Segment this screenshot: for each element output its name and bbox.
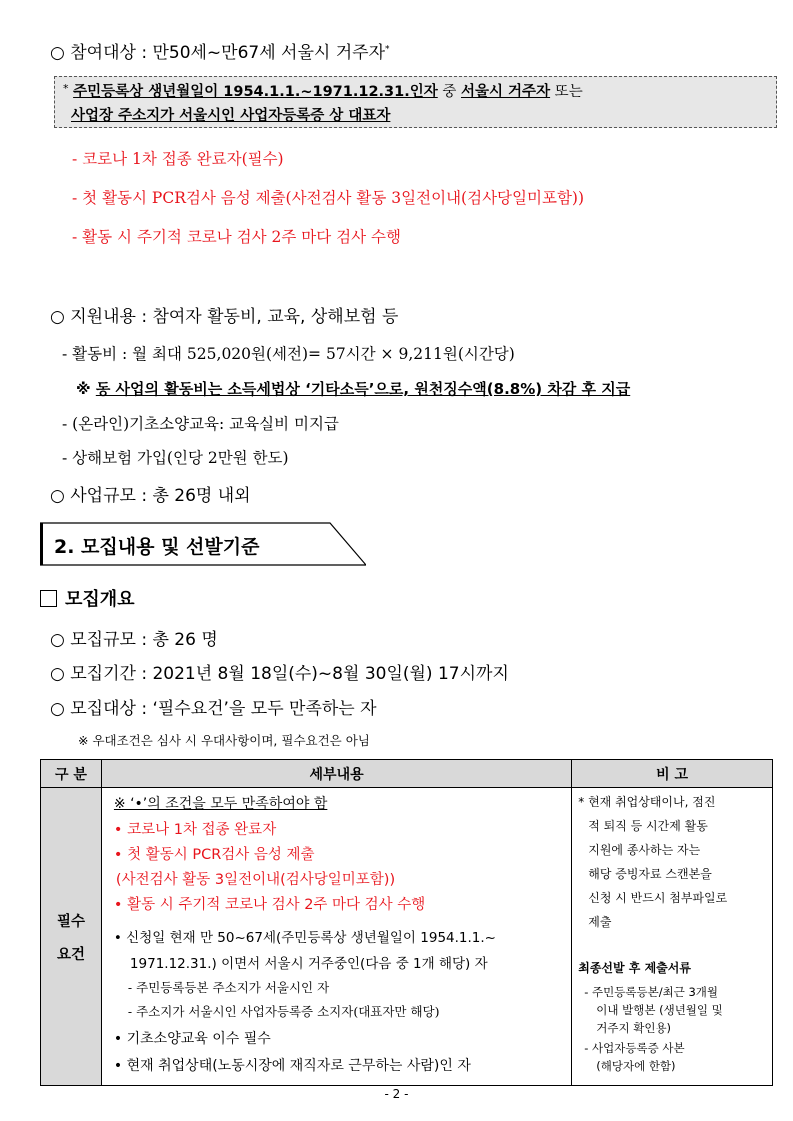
overview-period: ○ 모집기간 : 2021년 8월 18일(수)~8월 30일(월) 17시까지: [50, 664, 509, 684]
doc-line: 거주지 확인용): [596, 1021, 672, 1035]
table-header-category: 구 분: [41, 760, 102, 788]
project-scale: ○ 사업규모 : 총 26명 내외: [50, 486, 251, 506]
support-tax-note: ※ 동 사업의 활동비는 소득세법상 ‘기타소득’으로, 원천징수액(8.8%) 차감 후 지급: [76, 380, 631, 398]
support-insurance: - 상해보험 가입(인당 2만원 한도): [62, 449, 289, 467]
docs-title: 최종선발 후 제출서류: [578, 961, 691, 975]
req-age-line2: 1971.12.31.) 이면서 서울시 거주중인(다음 중 1개 해당) 자: [129, 956, 488, 972]
support-pay: - 활동비 : 월 최대 525,020원(세전)= 57시간 × 9,211원(시간당): [62, 345, 515, 363]
req-employment: • 현재 취업상태(노동시장에 재직자로 근무하는 사람)인 자: [113, 1058, 471, 1074]
req-sub-resident: - 주민등록등본 주소지가 서울시인 자: [127, 980, 330, 995]
overview-scale: ○ 모집규모 : 총 26 명: [50, 630, 218, 650]
target-note-box: [54, 76, 777, 128]
support-label: ○ 지원내용 : 참여자 활동비, 교육, 상해보험 등: [50, 307, 399, 327]
remark-line: 해당 증빙자료 스캔본을: [588, 867, 712, 881]
page-number: - 2 -: [384, 1087, 409, 1101]
target-note-line2: 사업장 주소지가 서울시인 사업자등록증 상 대표자: [71, 108, 391, 124]
condition-periodic-test: - 활동 시 주기적 코로나 검사 2주 마다 검사 수행: [72, 228, 401, 246]
remark-line: 지원에 종사하는 자는: [588, 843, 701, 857]
overview-note: ※ 우대조건은 심사 시 우대사항이며, 필수요건은 아님: [78, 733, 370, 748]
req-age-line1: • 신청일 현재 만 50~67세(주민등록상 생년월일이 1954.1.1.~: [113, 930, 496, 946]
remark-line: 신청 시 반드시 첨부파일로: [588, 891, 728, 905]
req-sub-business: - 주소지가 서울시인 사업자등록증 소지자(대표자만 해당): [127, 1004, 440, 1019]
req-periodic: • 활동 시 주기적 코로나 검사 2주 마다 검사 수행: [113, 897, 426, 913]
overview-title: 모집개요: [40, 585, 135, 611]
condition-pcr: - 첫 활동시 PCR검사 음성 제출(사전검사 활동 3일전이내(검사당일미포함)): [72, 189, 585, 207]
doc-line: (해당자에 한함): [596, 1059, 676, 1073]
table-header-details: 세부내용: [101, 760, 571, 788]
req-pcr-detail: (사전검사 활동 3일전이내(검사당일미포함)): [115, 872, 396, 888]
remark-line: * 현재 취업상태이나, 점진: [578, 795, 716, 809]
condition-vaccine: - 코로나 1차 접종 완료자(필수): [72, 150, 284, 168]
remarks-cell: [572, 788, 773, 1086]
cond-head: ※ ‘•’의 조건을 모두 만족하여야 함: [113, 796, 328, 812]
doc-line: - 사업자등록증 사본: [584, 1041, 685, 1055]
row-label-required: 필수 요건: [41, 788, 102, 1086]
table-header-remarks: 비 고: [572, 760, 773, 788]
req-pcr: • 첫 활동시 PCR검사 음성 제출: [113, 847, 315, 863]
support-edu: - (온라인)기초소양교육: 교육실비 미지급: [62, 415, 339, 433]
target-label: ○ 참여대상 : 만50세~만67세 서울시 거주자*: [50, 43, 390, 63]
checkbox-icon: [40, 590, 57, 607]
section-title: 2. 모집내용 및 선발기준: [54, 536, 260, 558]
req-vaccine: • 코로나 1차 접종 완료자: [113, 822, 277, 838]
doc-line: 이내 발행본 (생년월일 및: [596, 1003, 723, 1017]
remark-line: 제출: [588, 915, 612, 929]
req-education: • 기초소양교육 이수 필수: [113, 1031, 271, 1047]
details-cell: [101, 788, 571, 1086]
doc-line: - 주민등록등본/최근 3개월: [584, 985, 718, 999]
target-note-line1: * 주민등록상 생년월일이 1954.1.1.~1971.12.31.인자 중 서울시 거주자 또는: [63, 82, 583, 100]
remark-line: 적 퇴직 등 시간제 활동: [588, 819, 708, 833]
overview-target: ○ 모집대상 : ‘필수요건’을 모두 만족하는 자: [50, 699, 377, 719]
section-heading: [40, 522, 366, 566]
requirements-table: [40, 759, 773, 1086]
